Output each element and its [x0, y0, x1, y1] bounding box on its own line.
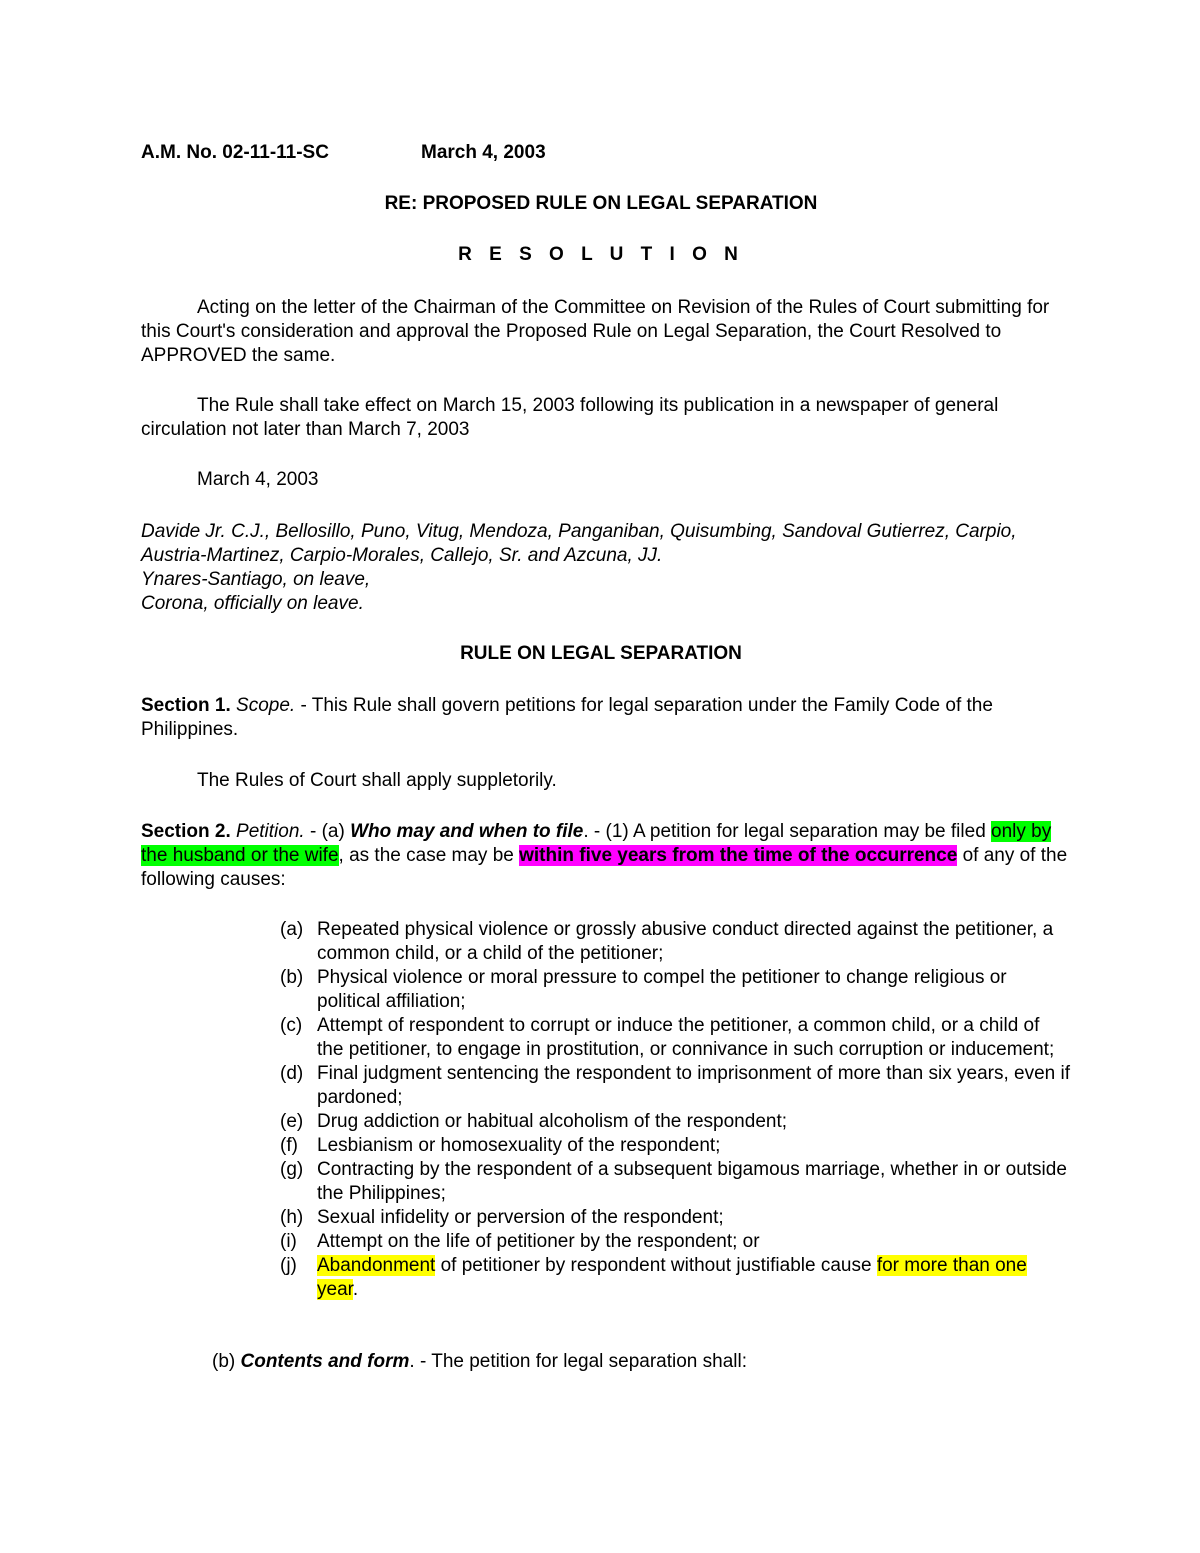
- list-item: [280, 1206, 1070, 1230]
- section-1: [141, 694, 1071, 742]
- cause-label: (i): [280, 1231, 297, 1252]
- section-1-heading: Section 1.: [141, 695, 231, 716]
- document-header: [141, 141, 1071, 165]
- highlight-green: only by the husband or the wife: [141, 821, 1052, 866]
- sub-b-title: Contents and form: [240, 1351, 410, 1372]
- cause-label: (h): [280, 1207, 304, 1228]
- list-item: [280, 1062, 1070, 1110]
- justices-block: [141, 520, 1071, 616]
- section-2-text-1: . - (1) A petition for legal separation may be filed: [583, 821, 992, 842]
- cause-label: (d): [280, 1063, 304, 1084]
- cause-label: (j): [280, 1255, 297, 1276]
- sub-b-text: . - The petition for legal separation shall:: [409, 1351, 748, 1372]
- section-2-heading: Section 2.: [141, 821, 231, 842]
- cause-label: (b): [280, 967, 304, 988]
- section-2-sub-a-title: Who may and when to file: [350, 821, 584, 842]
- cause-text: Drug addiction or habitual alcoholism of the respondent;: [317, 1111, 788, 1132]
- cause-label: (g): [280, 1159, 304, 1180]
- list-item: [280, 1230, 1070, 1254]
- list-item: [280, 1134, 1070, 1158]
- cause-text: Attempt on the life of petitioner by the respondent; or: [317, 1231, 760, 1252]
- section-2-text-3: of any of the following causes:: [141, 845, 1068, 890]
- causes-list: [280, 918, 1070, 1302]
- list-item: [280, 1014, 1070, 1062]
- list-item: [280, 1158, 1070, 1206]
- highlight-yellow-abandonment: Abandonment: [317, 1255, 436, 1276]
- list-item-abandonment: [280, 1254, 1070, 1302]
- sub-b-prefix: (b): [212, 1351, 241, 1372]
- section-2-title: Petition.: [236, 821, 305, 842]
- cause-text-end: .: [352, 1279, 359, 1300]
- re-title: RE: PROPOSED RULE ON LEGAL SEPARATION: [384, 193, 818, 214]
- list-item: [280, 966, 1070, 1014]
- list-item: [280, 918, 1070, 966]
- cause-text: Sexual infidelity or perversion of the respondent;: [317, 1207, 724, 1228]
- section-2: [141, 820, 1071, 892]
- highlight-magenta: within five years from the time of the occurrence: [519, 845, 958, 866]
- section-2-sub-a-prefix: - (a): [304, 821, 351, 842]
- cause-text: Attempt of respondent to corrupt or induce the petitioner, a common child, or a child of the petitioner, to engage in prostitution, or connivance in such corruption or inducement;: [317, 1015, 1055, 1060]
- cause-text: Lesbianism or homosexuality of the respondent;: [317, 1135, 721, 1156]
- cause-text: Final judgment sentencing the respondent to imprisonment of more than six years, even if pardoned;: [317, 1063, 1071, 1108]
- highlight-yellow-duration: for more than one year: [317, 1255, 1027, 1300]
- cause-text: of petitioner by respondent without justifiable cause: [435, 1255, 877, 1276]
- case-date: March 4, 2003: [421, 142, 546, 163]
- cause-text: Repeated physical violence or grossly abusive conduct directed against the petitioner, a common child, or a child of the petitioner;: [317, 919, 1054, 964]
- section-1-suppletory: The Rules of Court shall apply suppletorily.: [197, 770, 557, 791]
- cause-label: (c): [280, 1015, 303, 1036]
- paragraph-effectivity: The Rule shall take effect on March 15, 2003 following its publication in a newspaper of general circulation not later than March 7, 2003: [141, 395, 999, 440]
- case-number: A.M. No. 02-11-11-SC: [141, 142, 329, 163]
- list-item: [280, 1110, 1070, 1134]
- justices-line-1: Davide Jr. C.J., Bellosillo, Puno, Vitug, Mendoza, Panganiban, Quisumbing, Sandoval Gutierrez, Carpio, Austria-Martinez, Carpio-Morales, Callejo, Sr. and Azcuna, JJ.: [141, 521, 1017, 566]
- paragraph-date: March 4, 2003: [197, 469, 319, 490]
- justices-line-3: Corona, officially on leave.: [141, 593, 364, 614]
- section-1-text: - This Rule shall govern petitions for legal separation under the Family Code of the Philippines.: [141, 695, 993, 740]
- cause-text: Physical violence or moral pressure to compel the petitioner to change religious or political affiliation;: [317, 967, 1007, 1012]
- paragraph-approval: Acting on the letter of the Chairman of the Committee on Revision of the Rules of Court submitting for this Court's consideration and approval the Proposed Rule on Legal Separation, the Court Resolved to APPROVED the same.: [141, 297, 1050, 366]
- cause-label: (e): [280, 1111, 304, 1132]
- section-1-title: Scope.: [236, 695, 296, 716]
- section-2-text-2: , as the case may be: [338, 845, 520, 866]
- cause-label: (f): [280, 1135, 298, 1156]
- section-2-sub-b: [212, 1350, 1142, 1374]
- justices-line-2: Ynares-Santiago, on leave,: [141, 569, 371, 590]
- cause-label: (a): [280, 919, 304, 940]
- resolution-title: R E S O L U T I O N: [458, 244, 744, 265]
- rule-title: RULE ON LEGAL SEPARATION: [460, 643, 742, 664]
- cause-text: Contracting by the respondent of a subsequent bigamous marriage, whether in or outside the Philippines;: [317, 1159, 1067, 1204]
